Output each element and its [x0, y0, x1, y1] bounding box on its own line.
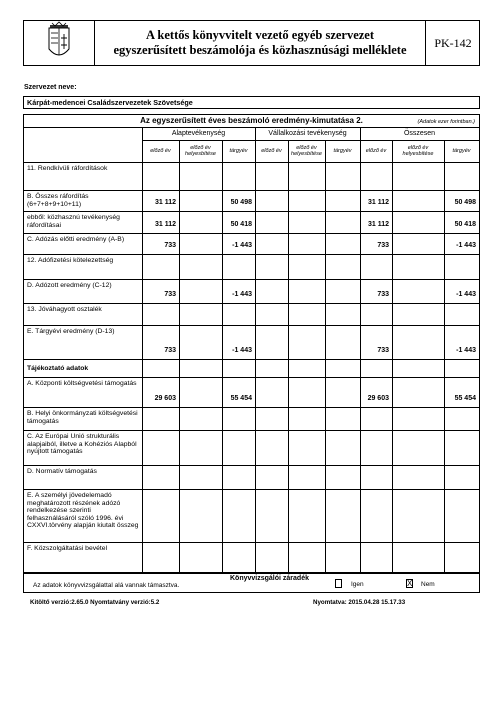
grid-line — [24, 190, 479, 191]
grid-line — [360, 128, 361, 573]
grid-line — [24, 377, 479, 378]
audit-statement: Az adatok könyvvizsgálattal alá vannak támasztva. — [33, 582, 180, 589]
row-label: B. Helyi önkormányzati költségvetési támogatás — [27, 410, 138, 425]
audit-no-label: Nem — [421, 581, 435, 588]
cell-value: 31 112 — [154, 199, 176, 206]
cell-value: -1 443 — [232, 347, 252, 354]
organization-name: Kárpát-medencei Családszervezetek Szövetsége — [23, 96, 480, 109]
grid-line — [24, 407, 479, 408]
grid-line — [444, 140, 445, 573]
column-subheader: előző év — [150, 147, 171, 154]
cell-value: 29 603 — [154, 395, 176, 402]
cell-value: 733 — [164, 242, 176, 249]
cell-value: -1 443 — [456, 242, 476, 249]
grid-line — [24, 233, 479, 234]
column-subheader: tárgyév — [333, 147, 352, 154]
grid-line — [24, 303, 479, 304]
grid-line — [325, 140, 326, 573]
row-label: E. Tárgyévi eredmény (D-13) — [27, 328, 115, 335]
grid-line — [24, 279, 479, 280]
column-subheader: előző év helyesbítése — [402, 144, 434, 157]
cell-value: 55 454 — [230, 395, 252, 402]
cell-value: 50 418 — [454, 221, 476, 228]
coat-of-arms-logo — [24, 21, 95, 65]
grid-line — [24, 162, 479, 163]
row-label: D. Normatív támogatás — [27, 468, 97, 475]
grid-line — [24, 542, 479, 543]
audit-title: Könyvvizsgálói záradék — [230, 575, 309, 582]
grid-line — [24, 254, 479, 255]
cell-value: 31 112 — [367, 221, 389, 228]
section-title — [24, 115, 479, 128]
column-group-header: Alaptevékenység — [171, 130, 226, 137]
row-label: B. Összes ráfordítás (6+7+8+9+10+11) — [27, 193, 89, 208]
cell-value: 29 603 — [367, 395, 389, 402]
cell-value: 733 — [164, 347, 176, 354]
column-group-header: Összesen — [403, 130, 436, 137]
audit-yes-checkbox[interactable] — [335, 579, 342, 588]
row-label: A. Központi költségvetési támogatás — [27, 380, 137, 387]
cell-value: -1 443 — [456, 291, 476, 298]
grid-line — [288, 140, 289, 573]
grid-line — [179, 140, 180, 573]
cell-value: 733 — [164, 291, 176, 298]
grid-line — [222, 140, 223, 573]
column-subheader: előző év — [365, 147, 387, 154]
column-group-header: Vállalkozási tevékenység — [268, 130, 347, 137]
form-title — [95, 21, 425, 65]
form-code: PK-142 — [425, 21, 480, 65]
cell-value: 50 498 — [230, 199, 252, 206]
cell-value: 50 418 — [230, 221, 252, 228]
form-header — [23, 20, 480, 66]
form-title-line2: egyszerűsített beszámolója és közhasznúsági melléklete — [113, 43, 407, 57]
audit-clause — [23, 573, 480, 593]
grid-line — [24, 489, 479, 490]
row-label: 13. Jóváhagyott osztalék — [27, 306, 102, 313]
row-label: C. Az Európai Unió strukturális alapjaiból, illetve a Kohéziós Alapból nyújtott támogatás — [27, 433, 137, 455]
row-label: ebből: közhasznú tevékenység ráfordításai — [27, 214, 120, 229]
print-timestamp: Nyomtatva: 2015.04.28 15.17.33 — [313, 599, 406, 606]
cell-value: 50 498 — [454, 199, 476, 206]
grid-line — [24, 211, 479, 212]
column-subheader: tárgyév — [229, 147, 248, 154]
row-label: 12. Adófizetési kötelezettség — [27, 257, 114, 264]
cell-value: 733 — [377, 242, 389, 249]
audit-no-checkbox[interactable]: X — [407, 579, 413, 588]
cell-value: 55 454 — [454, 395, 476, 402]
info-section-title: Tájékoztató adatok — [27, 365, 89, 372]
row-label: E. A személyi jövedelemadó meghatározott részének adózó rendelkezése szerinti felhasználásáról szóló 1996. évi CXXVI.törvény alapján kiutalt összeg — [27, 492, 139, 529]
row-label: 11. Rendkívüli ráfordítások — [27, 165, 108, 172]
cell-value: -1 443 — [456, 347, 476, 354]
cell-value: 733 — [377, 291, 389, 298]
form-title-line1: A kettős könyvvitelt vezető egyéb szervezet — [145, 28, 375, 42]
coat-of-arms-icon — [24, 21, 94, 65]
cell-value: -1 443 — [232, 291, 252, 298]
grid-line — [24, 430, 479, 431]
row-label: D. Adózott eredmény (C-12) — [27, 282, 112, 289]
income-statement-table — [23, 114, 480, 573]
organization-label: Szervezet neve: — [24, 84, 77, 91]
grid-line — [392, 140, 393, 573]
audit-yes-label: Igen — [351, 581, 364, 588]
row-label: C. Adózás előtti eredmény (A-B) — [27, 236, 125, 243]
grid-line — [142, 140, 479, 141]
units-note: (Adatok ezer forintban.) — [417, 119, 475, 125]
cell-value: 733 — [377, 347, 389, 354]
version-info: Kitöltő verzió:2.65.0 Nyomtatvány verzió:5.2 — [30, 599, 160, 606]
grid-line — [24, 359, 479, 360]
section-title-text: Az egyszerűsített éves beszámoló eredmény-kimutatása 2. — [140, 116, 363, 125]
grid-line — [24, 325, 479, 326]
column-subheader: előző év — [261, 147, 282, 154]
grid-line — [255, 128, 256, 573]
cell-value: -1 443 — [232, 242, 252, 249]
column-subheader: előző év helyesbítése — [291, 144, 322, 157]
row-label: F. Közszolgáltatási bevétel — [27, 545, 108, 552]
grid-line — [24, 465, 479, 466]
cell-value: 31 112 — [367, 199, 389, 206]
column-subheader: előző év helyesbítése — [185, 144, 216, 157]
column-subheader: tárgyév — [452, 147, 471, 154]
grid-line — [142, 128, 143, 573]
cell-value: 31 112 — [154, 221, 176, 228]
